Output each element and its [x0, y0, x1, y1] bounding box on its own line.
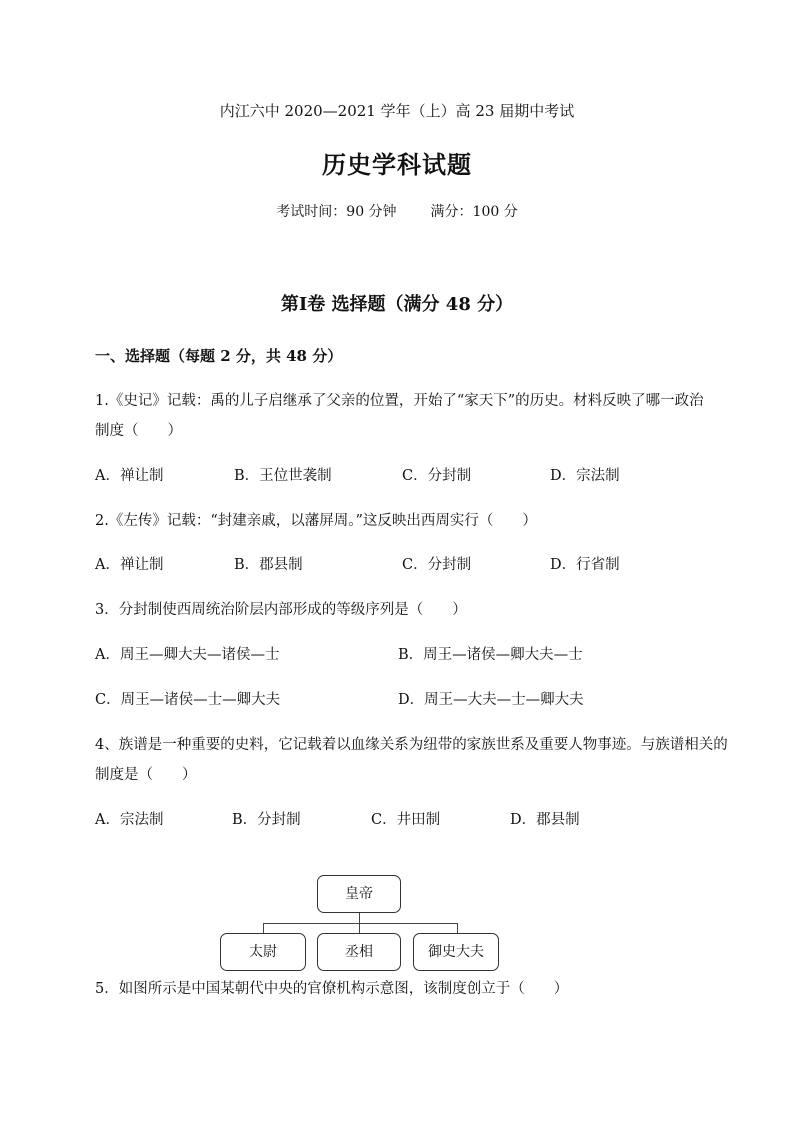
diagram-node-emperor: 皇帝	[317, 875, 401, 913]
exam-name: 内江六中 2020—2021 学年（上）高 23 届期中考试	[219, 102, 575, 120]
question-1-stem-cont: 制度（ ）	[95, 423, 182, 439]
diagram-node-taiwei: 太尉	[220, 933, 306, 971]
diagram-node-yushidafu: 御史大夫	[413, 933, 499, 971]
question-3-option-b: B．周王—诸侯—卿大夫—士	[398, 647, 583, 663]
question-3-option-d: D．周王—大夫—士—卿大夫	[398, 692, 584, 708]
question-3-option-c: C．周王—诸侯—士—卿大夫	[95, 692, 281, 708]
exam-time: 考试时间：90 分钟	[276, 204, 397, 220]
official-system-diagram	[215, 873, 505, 973]
question-4-option-a: A．宗法制	[95, 812, 164, 828]
diagram-connector-left	[263, 923, 264, 933]
diagram-connector-right	[457, 923, 458, 933]
question-3-stem: 3．分封制使西周统治阶层内部形成的等级序列是（ ）	[95, 602, 467, 618]
diagram-node-chengxiang: 丞相	[317, 933, 401, 971]
question-4-stem: 4、族谱是一种重要的史料，它记载着以血缘关系为纽带的家族世系及重要人物事迹。与族谱相关的	[95, 737, 728, 753]
question-2-option-a: A．禅让制	[95, 557, 164, 573]
question-1-option-a: A．禅让制	[95, 468, 164, 484]
exam-info	[0, 201, 794, 221]
question-2-option-d: D．行省制	[550, 557, 620, 573]
section-title: 第Ⅰ卷 选择题（满分 48 分）	[280, 294, 514, 315]
diagram-connector-middle	[359, 923, 360, 933]
question-2-option-c: C．分封制	[402, 557, 472, 573]
diagram-connector-vertical	[359, 913, 360, 923]
question-group-heading: 一、选择题（每题 2 分，共 48 分）	[95, 347, 343, 365]
question-1-option-c: C．分封制	[402, 468, 472, 484]
question-4-option-c: C．井田制	[371, 812, 441, 828]
question-1-option-b: B．王位世袭制	[234, 468, 332, 484]
question-5-stem: 5．如图所示是中国某朝代中央的官僚机构示意图，该制度创立于（ ）	[95, 981, 569, 997]
question-2-option-b: B．郡县制	[234, 557, 303, 573]
page-title: 历史学科试题	[322, 150, 472, 179]
question-3-option-a: A．周王—卿大夫—诸侯—士	[95, 647, 280, 663]
question-4-option-d: D．郡县制	[510, 812, 580, 828]
question-1-option-d: D．宗法制	[550, 468, 620, 484]
question-4-stem-cont: 制度是（ ）	[95, 767, 197, 783]
question-1-stem: 1.《史记》记载：禹的儿子启继承了父亲的位置，开始了“家天下”的历史。材料反映了哪一政治	[95, 393, 704, 409]
question-2-stem: 2.《左传》记载：“封建亲戚，以藩屏周。”这反映出西周实行（ ）	[95, 513, 537, 529]
question-4-option-b: B．分封制	[232, 812, 301, 828]
full-score: 满分：100 分	[430, 204, 518, 220]
